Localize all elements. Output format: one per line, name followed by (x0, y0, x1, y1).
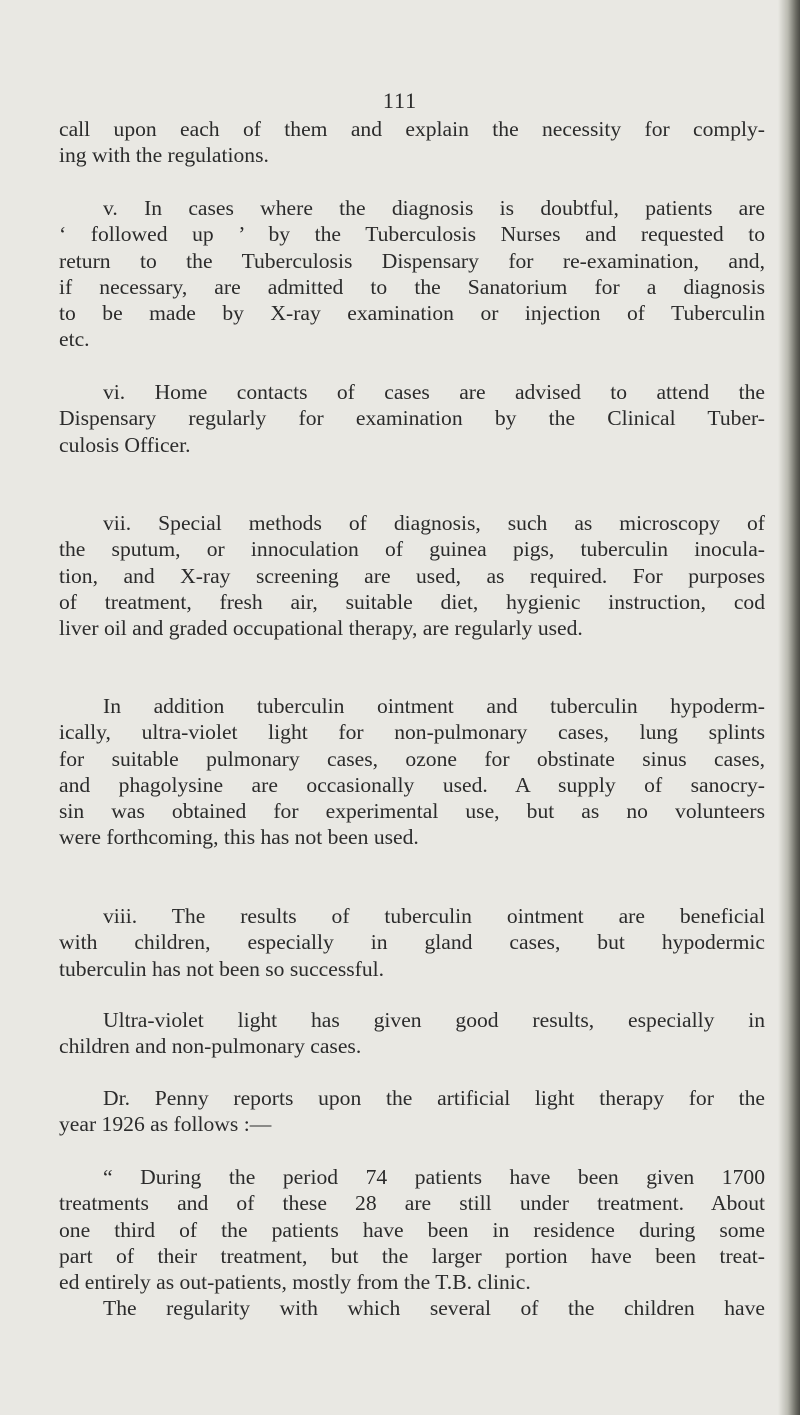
text-line: “ During the period 74 patients have been given 1700 (103, 1165, 765, 1189)
paragraph-viii (59, 903, 765, 982)
paragraph-vii (59, 510, 765, 641)
text-line: tuberculin has not been so successful. (59, 956, 385, 981)
paragraph-v (59, 195, 765, 353)
text-line: v. In cases where the diagnosis is doubtful, patients are (103, 196, 765, 220)
text-line: the sputum, or innoculation of guinea pigs, tuberculin inocula- (59, 537, 765, 562)
text-line: culosis Officer. (59, 432, 191, 457)
text-line: treatments and of these 28 are still under treatment. About (59, 1191, 765, 1216)
text-line: with children, especially in gland cases, but hypodermic (59, 930, 765, 955)
text-line: year 1926 as follows :— (59, 1112, 272, 1137)
paragraph-addition (59, 693, 765, 851)
text-line: The regularity with which several of the children have (103, 1296, 765, 1320)
text-line: Dispensary regularly for examination by the Clinical Tuber- (59, 406, 765, 431)
text-line: of treatment, fresh air, suitable diet, hygienic instruction, cod (59, 589, 765, 614)
text-line: sin was obtained for experimental use, but as no volunteers (59, 799, 765, 824)
paragraph-regularity (59, 1295, 765, 1321)
text-line: ing with the regulations. (59, 143, 269, 168)
text-line: if necessary, are admitted to the Sanatorium for a diagnosis (59, 274, 765, 299)
text-line: ‘ followed up ’ by the Tuberculosis Nurses and requested to (59, 222, 765, 247)
text-line: viii. The results of tuberculin ointment are beneficial (103, 904, 765, 928)
text-line: vii. Special methods of diagnosis, such as microscopy of (103, 511, 765, 535)
text-line: vi. Home contacts of cases are advised to attend the (103, 380, 765, 404)
paragraph-ultra-violet (59, 1007, 765, 1060)
text-line: and phagolysine are occasionally used. A supply of sanocry- (59, 772, 765, 797)
paragraph-intro (59, 116, 765, 169)
text-line: return to the Tuberculosis Dispensary for re-examination, and, (59, 248, 765, 273)
paragraph-dr-penny (59, 1085, 765, 1138)
text-line: Ultra-violet light has given good results, especially in (103, 1008, 765, 1032)
text-line: ically, ultra-violet light for non-pulmonary cases, lung splints (59, 720, 765, 745)
text-line: etc. (59, 327, 90, 352)
text-line: children and non-pulmonary cases. (59, 1034, 362, 1059)
text-line: for suitable pulmonary cases, ozone for obstinate sinus cases, (59, 746, 765, 771)
page-number: 111 (382, 88, 418, 113)
paragraph-quote (59, 1164, 765, 1295)
page-edge-shadow (778, 0, 800, 1415)
text-line: liver oil and graded occupational therapy, are regularly used. (59, 616, 583, 641)
text-line: part of their treatment, but the larger portion have been treat- (59, 1243, 765, 1268)
text-line: call upon each of them and explain the necessity for comply- (59, 117, 765, 141)
text-line: ed entirely as out-patients, mostly from the T.B. clinic. (59, 1270, 531, 1295)
text-line: In addition tuberculin ointment and tuberculin hypoderm- (103, 694, 765, 718)
text-line: were forthcoming, this has not been used. (59, 825, 419, 850)
paragraph-vi (59, 379, 765, 458)
text-line: tion, and X-ray screening are used, as required. For purposes (59, 563, 765, 588)
text-line: Dr. Penny reports upon the artificial light therapy for the (103, 1086, 765, 1110)
text-line: to be made by X-ray examination or injection of Tuberculin (59, 301, 765, 326)
text-line: one third of the patients have been in residence during some (59, 1217, 765, 1242)
